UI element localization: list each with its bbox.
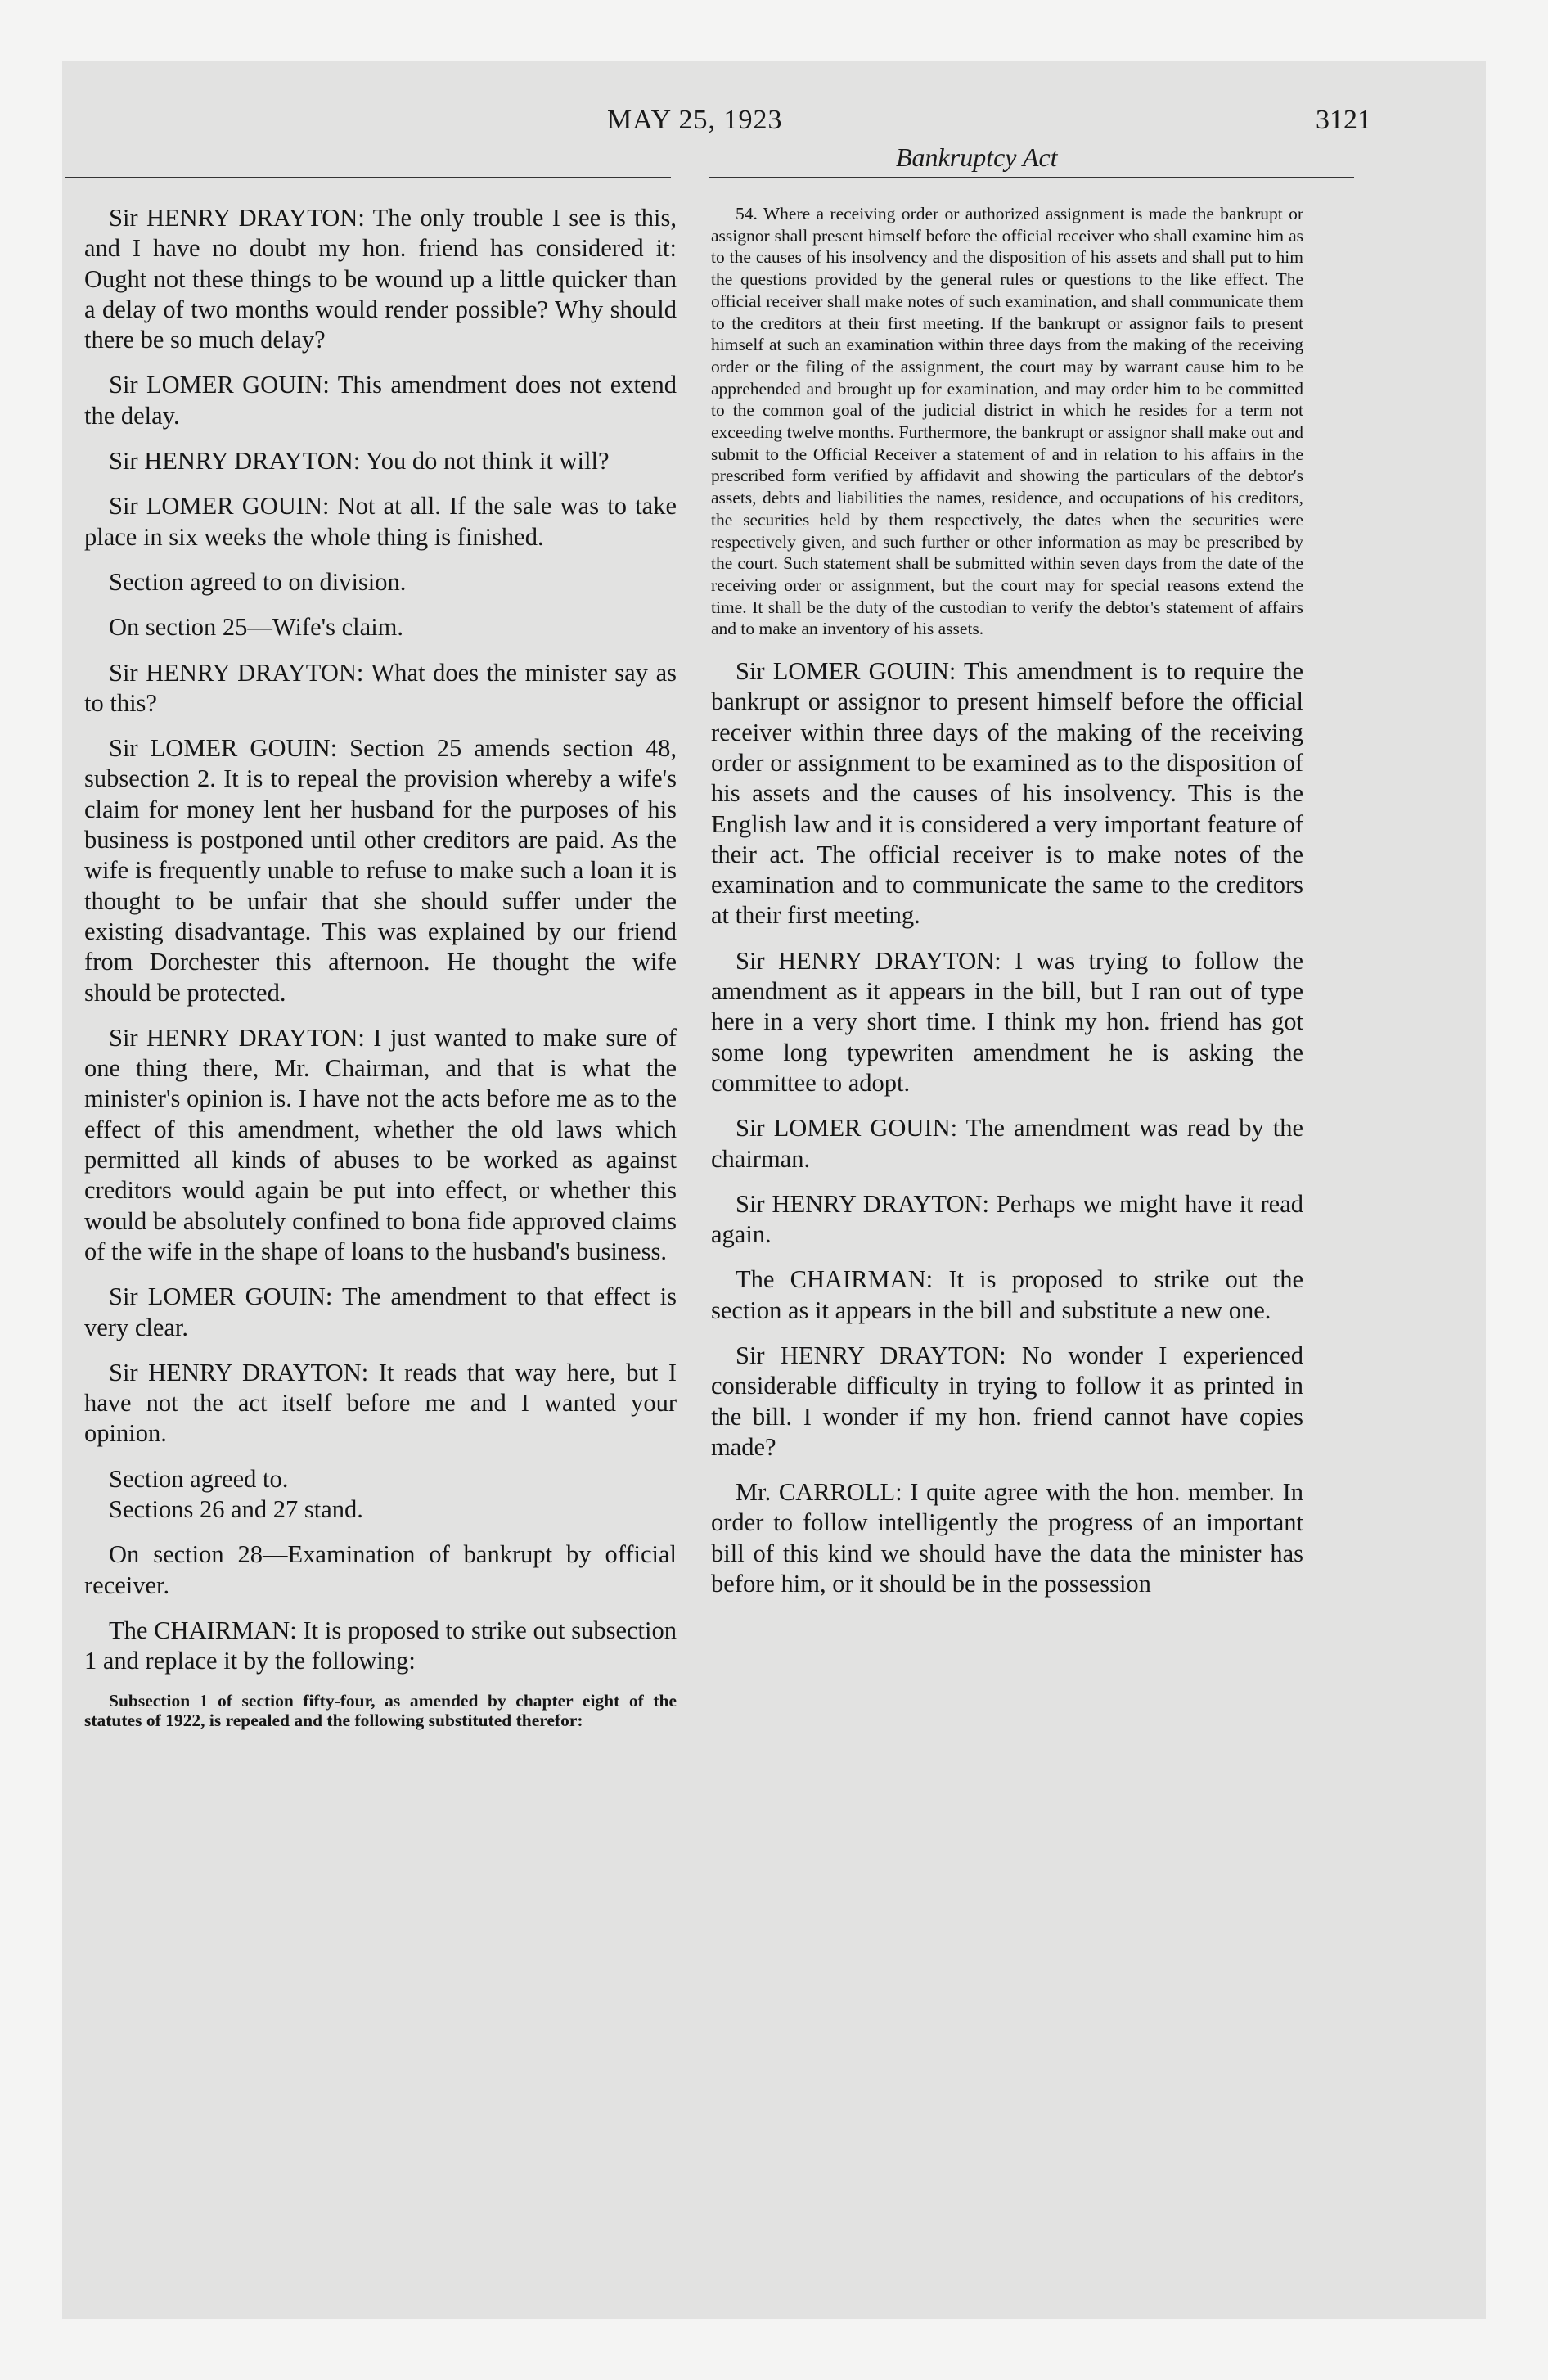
paragraph: Sir HENRY DRAYTON: You do not think it will? [109,447,610,476]
header-date: MAY 25, 1923 [607,105,783,135]
paragraph: Sir LOMER GOUIN: The amendment to that effect is very clear. [84,1282,677,1341]
paragraph: Sir LOMER GOUIN: This amendment is to require the bankrupt or assignor to present himself before the official receiver within three days of the making of the receiving order or assignment to be examined as to the disposition of his assets and the causes of his insolvency. This is the English law and it is considered a very important feature of their act. The official receiver is to make notes of the examination and to communicate the same to the creditors at their first meeting. [711,657,1303,930]
paragraph: Mr. CARROLL: I quite agree with the hon. member. In order to follow intelligently the progress of an important bill of this kind we should have the data the minister has before him, or it should be in the possession [711,1478,1303,1598]
paragraph: Sir HENRY DRAYTON: The only trouble I see is this, and I have no doubt my hon. friend has considered it: Ought not these things to be wound up a little quicker than a delay of two months would render possible? Why should there be so much delay? [84,204,677,354]
paragraph: Sir HENRY DRAYTON: It reads that way here, but I have not the act itself before me and I wanted your opinion. [84,1358,677,1448]
stage-direction: Section agreed to. [109,1464,289,1493]
section-heading: On section 25—Wife's claim. [109,613,404,642]
paragraph: Sir LOMER GOUIN: This amendment does not extend the delay. [84,371,677,430]
paragraph: Sir HENRY DRAYTON: No wonder I experienced considerable difficulty in trying to follow it as printed in the bill. I wonder if my hon. friend cannot have copies made? [711,1341,1303,1461]
paragraph: Sir HENRY DRAYTON: Perhaps we might have it read again. [711,1189,1303,1249]
header-rule-left [65,177,671,178]
stage-direction: Sections 26 and 27 stand. [109,1494,363,1523]
paragraph: Sir LOMER GOUIN: Section 25 amends section 48, subsection 2. It is to repeal the provision whereby a wife's claim for money lent her husband for the purposes of his business is postponed until other creditors are paid. As the wife is frequently unable to refuse to make such a loan it is thought to be unfair that she should suffer under the existing disadvantage. This was explained by our friend from Dorchester this afternoon. He thought the wife should be protected. [84,734,677,1007]
paragraph: Sir LOMER GOUIN: The amendment was read by the chairman. [711,1114,1303,1173]
header-rule-right [709,177,1354,178]
paragraph: The CHAIRMAN: It is proposed to strike out subsection 1 and replace it by the following: [84,1616,677,1675]
section-heading: On section 28—Examination of bankrupt by official receiver. [84,1540,677,1599]
amendment-text: Subsection 1 of section fifty-four, as amended by chapter eight of the statutes of 1922, is repealed and the following substituted therefor: [84,1691,677,1731]
paragraph: Section agreed to on division. [109,567,407,596]
statute-text: 54. Where a receiving order or authorized assignment is made the bankrupt or assignor shall present himself before the official receiver who shall examine him as to the causes of his insolvency and the disposition of his assets and shall put to him the questions provided by the general rules or questions to the like effect. The official receiver shall make notes of such examination, and shall communicate them to the creditors at their first meeting. If the bankrupt or assignor fails to present himself at such an examination within three days from the making of the receiving order or the filing of the assignment, the court may by warrant cause him to be apprehended and brought up for examination, and may order him to be committed to the common goal of the judicial district in which he resides for a term not exceeding twelve months. Furthermore, the bankrupt or assignor shall make out and submit to the Official Receiver a statement of and in relation to his affairs in the prescribed form verified by affidavit and showing the particulars of the debtor's assets, debts and liabilities the names, residence, and occupations of his creditors, the securities held by them respectively, the dates when the securities were respectively given, and such further or other information as may be prescribed by the court. Such statement shall be submitted within seven days from the date of the receiving order or assignment, but the court may for special reasons extend the time. It shall be the duty of the custodian to verify the debtor's statement of affairs and to make an inventory of his assets. [711,204,1303,639]
paragraph: Sir HENRY DRAYTON: I just wanted to make sure of one thing there, Mr. Chairman, and that is what the minister's opinion is. I have not the acts before me as to the effect of this amendment, whether the old laws which permitted all kinds of abuses to be worked as against creditors would again be put into effect, or whether this would be absolutely confined to bona fide approved claims of the wife in the shape of loans to the husband's business. [84,1023,677,1265]
paragraph: Sir HENRY DRAYTON: I was trying to follow the amendment as it appears in the bill, but I ran out of type here in a very short time. I think my hon. friend has got some long typewriten amendment he is asking the committee to adopt. [711,946,1303,1097]
left-column [84,203,677,1747]
right-column [711,203,1303,1614]
header-subject: Bankruptcy Act [896,142,1058,172]
header-page-number: 3121 [1316,105,1371,135]
paragraph: Sir HENRY DRAYTON: What does the minister say as to this? [84,658,677,717]
paragraph: Sir LOMER GOUIN: Not at all. If the sale was to take place in six weeks the whole thing is finished. [84,492,677,551]
paragraph: The CHAIRMAN: It is proposed to strike out the section as it appears in the bill and substitute a new one. [711,1265,1303,1324]
